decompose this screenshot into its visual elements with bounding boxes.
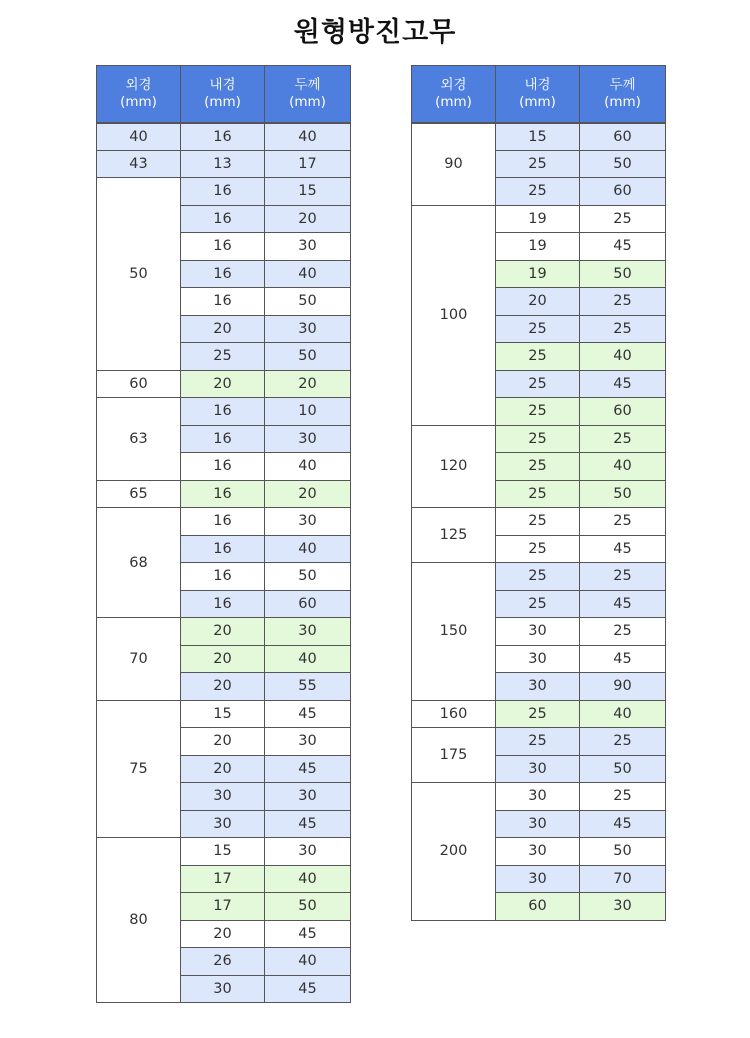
inner-diameter-cell: 26	[181, 948, 265, 976]
thickness-cell: 40	[265, 123, 351, 151]
inner-diameter-cell: 19	[496, 205, 580, 233]
outer-diameter-cell: 70	[97, 618, 181, 701]
inner-diameter-cell: 16	[181, 205, 265, 233]
outer-diameter-cell: 80	[97, 838, 181, 1003]
outer-diameter-cell: 60	[97, 370, 181, 398]
thickness-cell: 60	[265, 590, 351, 618]
outer-diameter-cell: 63	[97, 398, 181, 481]
inner-diameter-cell: 16	[181, 260, 265, 288]
page-title: 원형방진고무	[293, 17, 457, 48]
thickness-cell: 60	[580, 123, 666, 151]
thickness-cell: 50	[580, 838, 666, 866]
thickness-cell: 50	[265, 893, 351, 921]
inner-diameter-cell: 16	[181, 398, 265, 426]
header-thickness: 두께 (mm)	[265, 66, 351, 123]
thickness-cell: 60	[580, 178, 666, 206]
outer-diameter-cell: 50	[97, 178, 181, 371]
inner-diameter-cell: 16	[181, 535, 265, 563]
inner-diameter-cell: 25	[496, 590, 580, 618]
thickness-cell: 30	[265, 508, 351, 536]
table-row	[412, 563, 666, 591]
outer-diameter-cell: 68	[97, 508, 181, 618]
thickness-cell: 90	[580, 673, 666, 701]
thickness-cell: 20	[265, 205, 351, 233]
thickness-cell: 30	[580, 893, 666, 921]
inner-diameter-cell: 16	[181, 123, 265, 151]
thickness-cell: 30	[265, 618, 351, 646]
inner-diameter-cell: 16	[181, 563, 265, 591]
thickness-cell: 25	[580, 205, 666, 233]
thickness-cell: 45	[265, 755, 351, 783]
outer-diameter-cell: 65	[97, 480, 181, 508]
thickness-cell: 40	[265, 260, 351, 288]
thickness-cell: 15	[265, 178, 351, 206]
inner-diameter-cell: 25	[496, 453, 580, 481]
outer-diameter-cell: 125	[412, 508, 496, 563]
thickness-cell: 20	[265, 370, 351, 398]
thickness-cell: 40	[265, 535, 351, 563]
thickness-cell: 45	[580, 535, 666, 563]
thickness-cell: 25	[580, 563, 666, 591]
inner-diameter-cell: 30	[181, 783, 265, 811]
inner-diameter-cell: 25	[496, 563, 580, 591]
inner-diameter-cell: 16	[181, 508, 265, 536]
inner-diameter-cell: 25	[496, 728, 580, 756]
inner-diameter-cell: 20	[181, 370, 265, 398]
thickness-cell: 30	[265, 783, 351, 811]
inner-diameter-cell: 20	[181, 645, 265, 673]
thickness-cell: 50	[580, 755, 666, 783]
inner-diameter-cell: 30	[496, 865, 580, 893]
inner-diameter-cell: 16	[181, 288, 265, 316]
table-row	[97, 398, 351, 426]
inner-diameter-cell: 16	[181, 233, 265, 261]
inner-diameter-cell: 25	[496, 508, 580, 536]
table-row	[97, 370, 351, 398]
thickness-cell: 30	[265, 838, 351, 866]
thickness-cell: 50	[580, 480, 666, 508]
thickness-cell: 40	[580, 453, 666, 481]
inner-diameter-cell: 30	[496, 755, 580, 783]
thickness-cell: 25	[580, 315, 666, 343]
inner-diameter-cell: 13	[181, 150, 265, 178]
thickness-cell: 60	[580, 398, 666, 426]
table-row	[412, 728, 666, 756]
inner-diameter-cell: 30	[181, 810, 265, 838]
inner-diameter-cell: 25	[181, 343, 265, 371]
table-row	[412, 205, 666, 233]
thickness-cell: 40	[580, 700, 666, 728]
table-row	[97, 480, 351, 508]
table-row	[412, 425, 666, 453]
inner-diameter-cell: 30	[496, 645, 580, 673]
thickness-cell: 45	[580, 370, 666, 398]
inner-diameter-cell: 20	[181, 315, 265, 343]
thickness-cell: 45	[265, 700, 351, 728]
inner-diameter-cell: 25	[496, 150, 580, 178]
table-row	[412, 123, 666, 151]
inner-diameter-cell: 20	[181, 755, 265, 783]
inner-diameter-cell: 16	[181, 453, 265, 481]
thickness-cell: 45	[265, 975, 351, 1003]
header-inner-diameter: 내경 (mm)	[181, 66, 265, 123]
thickness-cell: 45	[580, 645, 666, 673]
header-inner-diameter: 내경 (mm)	[496, 66, 580, 123]
outer-diameter-cell: 75	[97, 700, 181, 838]
inner-diameter-cell: 25	[496, 535, 580, 563]
header-outer-diameter: 외경 (mm)	[97, 66, 181, 123]
table-row	[412, 700, 666, 728]
thickness-cell: 17	[265, 150, 351, 178]
outer-diameter-cell: 40	[97, 123, 181, 151]
spec-table-left	[96, 65, 351, 1003]
inner-diameter-cell: 20	[496, 288, 580, 316]
inner-diameter-cell: 25	[496, 343, 580, 371]
outer-diameter-cell: 90	[412, 123, 496, 206]
outer-diameter-cell: 100	[412, 205, 496, 425]
thickness-cell: 30	[265, 315, 351, 343]
inner-diameter-cell: 16	[181, 178, 265, 206]
outer-diameter-cell: 200	[412, 783, 496, 921]
table-row	[412, 783, 666, 811]
thickness-cell: 50	[265, 343, 351, 371]
thickness-cell: 50	[265, 563, 351, 591]
outer-diameter-cell: 120	[412, 425, 496, 508]
inner-diameter-cell: 17	[181, 865, 265, 893]
inner-diameter-cell: 25	[496, 398, 580, 426]
header-thickness: 두께 (mm)	[580, 66, 666, 123]
thickness-cell: 70	[580, 865, 666, 893]
inner-diameter-cell: 16	[181, 480, 265, 508]
inner-diameter-cell: 25	[496, 178, 580, 206]
inner-diameter-cell: 19	[496, 260, 580, 288]
thickness-cell: 25	[580, 425, 666, 453]
outer-diameter-cell: 150	[412, 563, 496, 701]
outer-diameter-cell: 160	[412, 700, 496, 728]
thickness-cell: 25	[580, 783, 666, 811]
inner-diameter-cell: 16	[181, 425, 265, 453]
thickness-cell: 40	[265, 645, 351, 673]
inner-diameter-cell: 15	[496, 123, 580, 151]
inner-diameter-cell: 25	[496, 480, 580, 508]
inner-diameter-cell: 30	[181, 975, 265, 1003]
thickness-cell: 55	[265, 673, 351, 701]
inner-diameter-cell: 20	[181, 673, 265, 701]
inner-diameter-cell: 25	[496, 700, 580, 728]
thickness-cell: 45	[580, 810, 666, 838]
thickness-cell: 10	[265, 398, 351, 426]
thickness-cell: 40	[265, 948, 351, 976]
thickness-cell: 45	[265, 920, 351, 948]
inner-diameter-cell: 15	[181, 838, 265, 866]
outer-diameter-cell: 175	[412, 728, 496, 783]
inner-diameter-cell: 30	[496, 810, 580, 838]
table-row	[412, 508, 666, 536]
table-row	[97, 178, 351, 206]
inner-diameter-cell: 30	[496, 618, 580, 646]
inner-diameter-cell: 60	[496, 893, 580, 921]
thickness-cell: 40	[265, 865, 351, 893]
inner-diameter-cell: 25	[496, 425, 580, 453]
inner-diameter-cell: 15	[181, 700, 265, 728]
inner-diameter-cell: 30	[496, 838, 580, 866]
spec-table-right	[411, 65, 666, 921]
thickness-cell: 45	[265, 810, 351, 838]
inner-diameter-cell: 25	[496, 370, 580, 398]
thickness-cell: 25	[580, 508, 666, 536]
inner-diameter-cell: 20	[181, 920, 265, 948]
inner-diameter-cell: 19	[496, 233, 580, 261]
thickness-cell: 30	[265, 728, 351, 756]
inner-diameter-cell: 16	[181, 590, 265, 618]
inner-diameter-cell: 20	[181, 728, 265, 756]
inner-diameter-cell: 20	[181, 618, 265, 646]
inner-diameter-cell: 30	[496, 673, 580, 701]
thickness-cell: 40	[580, 343, 666, 371]
inner-diameter-cell: 30	[496, 783, 580, 811]
header-outer-diameter: 외경 (mm)	[412, 66, 496, 123]
thickness-cell: 25	[580, 728, 666, 756]
table-row	[97, 618, 351, 646]
table-row	[97, 700, 351, 728]
thickness-cell: 40	[265, 453, 351, 481]
thickness-cell: 50	[580, 260, 666, 288]
thickness-cell: 30	[265, 233, 351, 261]
table-row	[97, 838, 351, 866]
thickness-cell: 45	[580, 233, 666, 261]
table-row	[97, 150, 351, 178]
thickness-cell: 45	[580, 590, 666, 618]
thickness-cell: 30	[265, 425, 351, 453]
thickness-cell: 25	[580, 288, 666, 316]
outer-diameter-cell: 43	[97, 150, 181, 178]
inner-diameter-cell: 25	[496, 315, 580, 343]
thickness-cell: 50	[265, 288, 351, 316]
table-row	[97, 508, 351, 536]
thickness-cell: 20	[265, 480, 351, 508]
inner-diameter-cell: 17	[181, 893, 265, 921]
thickness-cell: 50	[580, 150, 666, 178]
thickness-cell: 25	[580, 618, 666, 646]
table-row	[97, 123, 351, 151]
